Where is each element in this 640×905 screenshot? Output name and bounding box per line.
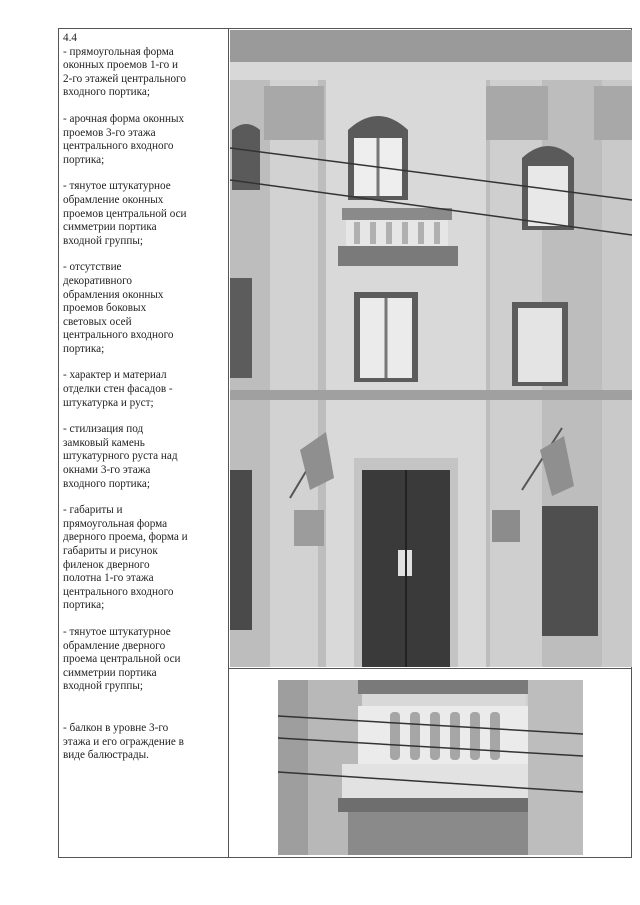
list-item: - стилизация под замковый камень штукатурного руста над окнами 3-го этажа входного портика;	[63, 423, 178, 490]
list-item: - прямоугольная форма оконных проемов 1-го и 2-го этажей центрального входного портика;	[63, 45, 186, 99]
description-cell	[63, 32, 225, 776]
facade-photo	[230, 30, 632, 667]
list-item: - балкон в уровне 3-го этажа и его ограждение в виде балюстрады.	[63, 721, 184, 762]
list-item: - арочная форма оконных проемов 3-го этажа центрального входного портика;	[63, 112, 185, 166]
list-item: - характер и материал отделки стен фасадов - штукатурка и руст;	[63, 369, 173, 409]
list-item: - габариты и прямоугольная форма дверного проема, форма и габариты и рисунок филенок дверного полотна 1-го этажа центрального входного портика;	[63, 504, 188, 612]
column-divider	[228, 29, 229, 857]
row-divider	[228, 668, 631, 669]
list-item: - отсутствие декоративного обрамления оконных проемов боковых световых осей центрального входного портика;	[63, 261, 174, 355]
list-item: - тянутое штукатурное обрамление дверного проема центральной оси симметрии портика входной группы;	[63, 625, 181, 693]
document-table	[58, 28, 632, 858]
balcony-detail-photo	[278, 680, 583, 855]
list-item: - тянутое штукатурное обрамление оконных проемов центральной оси симметрии портика входной группы;	[63, 180, 187, 247]
section-number: 4.4	[63, 32, 77, 44]
